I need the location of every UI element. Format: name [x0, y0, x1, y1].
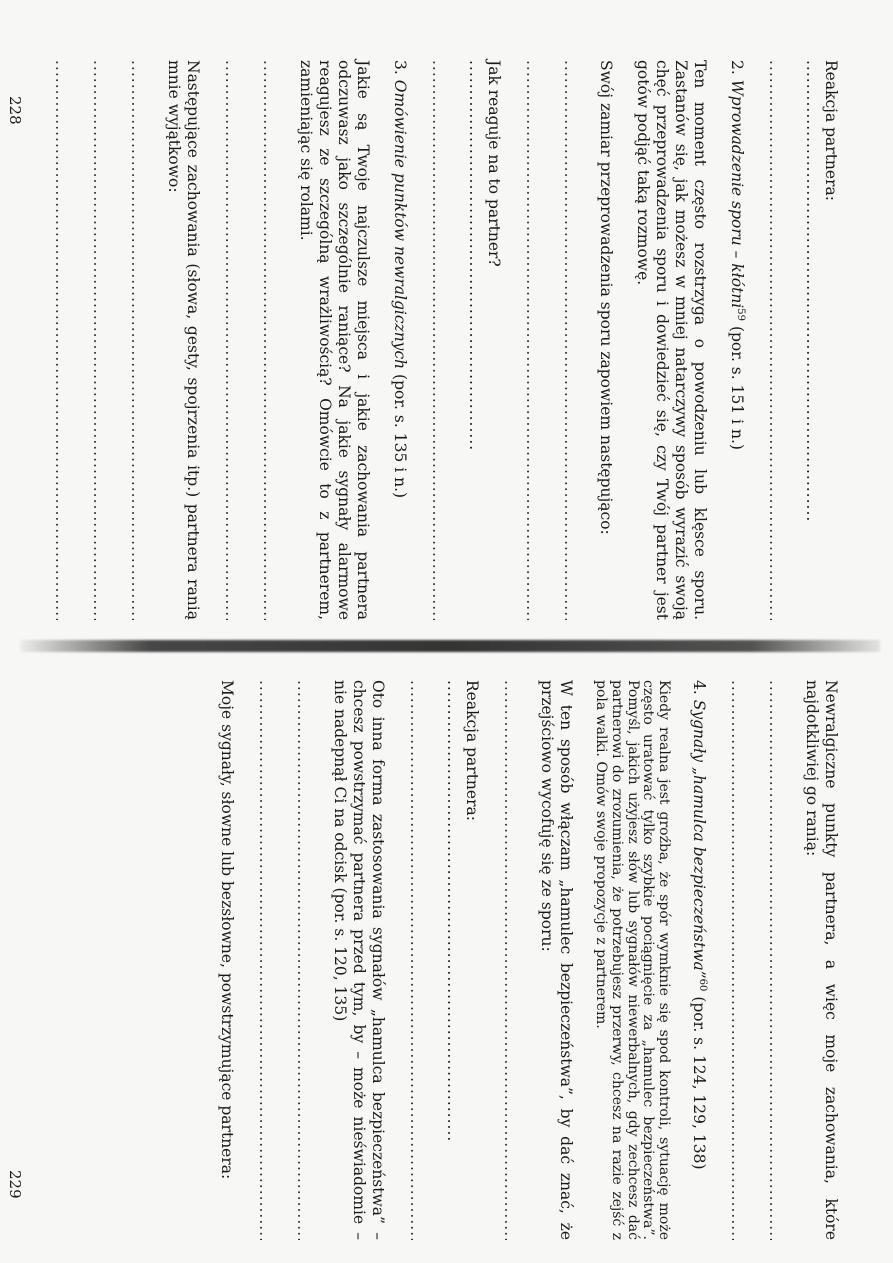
answer-line: [429, 60, 447, 620]
answer-line: [561, 60, 579, 620]
nastepujace-text: Następujące zachowania (słowa, gesty, spojrzenia itp.) partnera ranią mnie wyjątkowo:: [165, 60, 203, 620]
page-number-228: 228: [6, 96, 24, 125]
section-4-heading: 4. Sygnały „hamulca bezpieczeństwa”$^{60}$ (por. s. 124, 129, 138): [690, 680, 709, 1170]
fill-in-dots: [465, 60, 484, 450]
answer-line: [766, 680, 784, 1240]
answer-line: [728, 680, 746, 1240]
page-number-229: 229: [6, 1170, 24, 1199]
newralgiczne-text: Newralgiczne punkty partnera, a więc moje zachowania, które najdotkliwiej go ranią:: [803, 680, 840, 1240]
reakcja-partnera-line-2: Reakcja partnera: .....: [443, 680, 481, 1240]
answer-line: [501, 680, 519, 1240]
section-3-heading: 3. Omówienie punktów newralgicznych (por. s. 135 i n.): [390, 60, 409, 499]
fill-in-dots: [802, 60, 821, 520]
w-ten-sposob-text: W ten sposób włączam „hamulec bezpieczeństwa”, by dać znać, że przejściowo wycofuję się ze sporu:: [537, 680, 575, 1240]
answer-line: [222, 60, 240, 620]
page-229: [20, 680, 840, 1240]
section-3-text: Jakie są Twoje najczulsze miejsca i jakie zachowania partnera odczuwasz jako szczególnie raniące? Na jakie sygnały alarmowe reagujesz ze szczególną wrażliwością? Omówcie to z partnerem, zamieniając się rolami.: [297, 60, 372, 620]
answer-line: [52, 60, 70, 620]
answer-line: [294, 680, 312, 1240]
jak-reaguje-line: Jak reaguje na to partner? .....: [465, 60, 503, 620]
moje-sygnaly-text: Moje sygnały, słowne lub bezsłowne, powstrzymujące partnera:: [218, 680, 237, 1180]
oto-inna-text: Oto inna forma zastosowania sygnałów „hamulca bezpieczeństwa” – chcesz powstrzymać partnera przed tym, by – może nieświadomie – nie nadepnął Ci na odcisk (por. s. 120, 135): [331, 680, 388, 1240]
answer-line: [523, 60, 541, 620]
page-228: [20, 60, 840, 620]
answer-line: [128, 60, 146, 620]
answer-line: [90, 60, 108, 620]
section-2-heading: 2. Wprowadzenie sporu – kłótni$^{59}$ (por. s. 151 i n.): [728, 60, 747, 450]
answer-line: [260, 60, 278, 620]
zamiar-text: Swój zamiar przeprowadzenia sporu zapowiem następująco:: [597, 60, 616, 535]
section-2-text: Ten moment często rozstrzyga o powodzeniu lub klęsce sporu. Zastanów się, jak możesz w mniej natarczywy sposób wyrazić swoją chęć przeprowadzenia sporu i dowiedzieć się, czy Twój partner jest gotów podjąć taką rozmowę.: [634, 60, 710, 620]
answer-line: [407, 680, 425, 1240]
answer-line: [256, 680, 274, 1240]
reakcja-partnera-line: [802, 60, 840, 620]
reakcja-partnera-label: Reakcja partnera:: [822, 60, 840, 201]
section-4-text: Kiedy realna jest groźba, że spór wymknie się spod kontroli, sytuację może często uratować tylko szybkie pociągnięcie za „hamulec bezpieczeństwa”. Pomyśl, jakich użyjesz słów lub sygnałów niewerbalnych, gdy zechcesz dać partnerowi do zrozumienia, że potrzebujesz przerwy, chcesz na razie zejść z pola walki. Omów swoje propozycje z partnerem.: [593, 680, 673, 1240]
book-spine-divider: [20, 640, 880, 652]
answer-line: [766, 60, 784, 620]
fill-in-dots: [443, 680, 462, 1140]
